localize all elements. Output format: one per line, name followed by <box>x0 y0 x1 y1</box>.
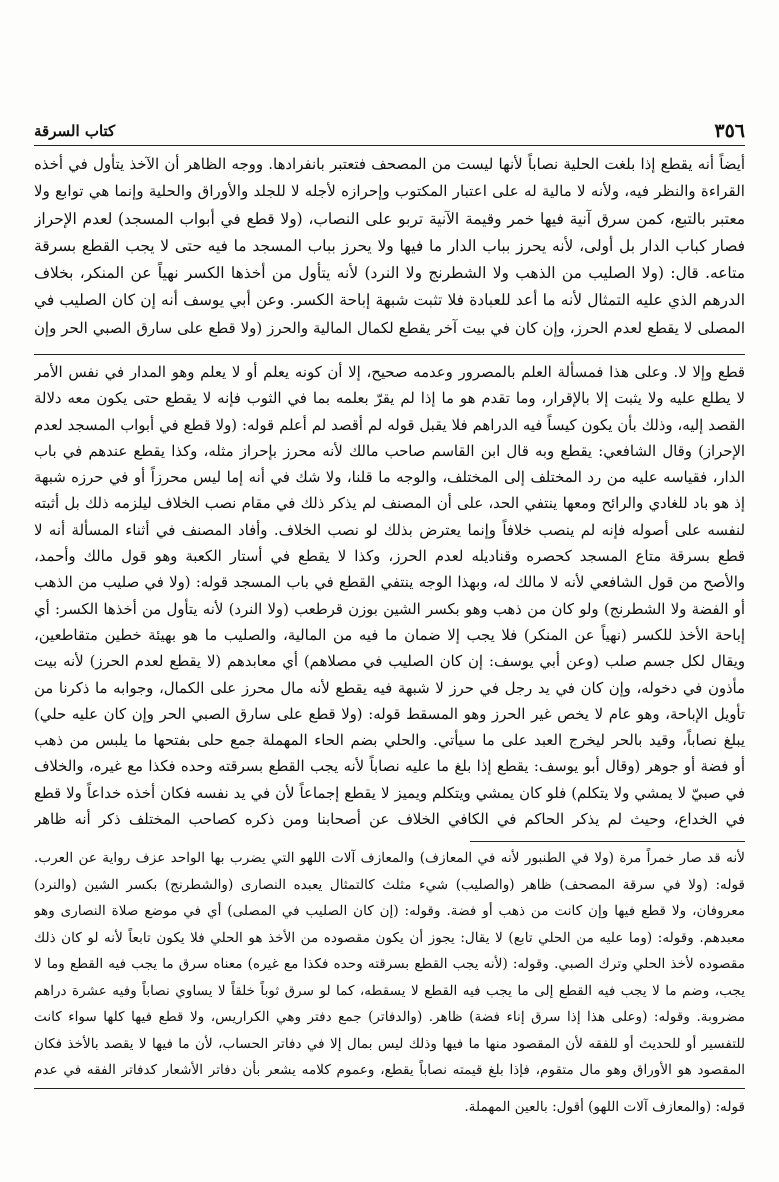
commentary-line: إباحة الأخذ للكسر (نهياً عن المنكر) فلا يجب إلا ضمان ما فيه من المالية، والصليب ما هو بهيئة خطين متقاطعين، <box>34 626 745 644</box>
footnote-line: معروفان، ولا قطع فيها وإن كانت من ذهب أو فضة. وقوله: (إن كان الصليب في المصلى) أي في موضع صلاة النصارى وهو <box>34 903 745 919</box>
page-number: ٣٥٦ <box>714 120 745 142</box>
footnote-line: قوله: (ولا في سرقة المصحف) ظاهر (والصليب) شيء مثلث كالتمثال يعبده النصارى (والشطرنج) بكسر الشين (والنرد) <box>34 876 745 893</box>
commentary-line: في صبيّ لا يمشي ولا يتكلم) فلو كان يمشي ويتكلم ويميز لا يقطع إجماعاً لأن في يد نفسه فكان أخذه خداعاً ولا قطع <box>34 784 745 802</box>
commentary-line: قطع وإلا لا. وعلى هذا فمسألة العلم بالمصرور وعدمه صحيح، إلا أن كونه يعلم أو لا يعلم وهو المدار في نفس الأمر <box>34 364 745 381</box>
editor-note <box>34 1095 745 1119</box>
footnote-line: لأنه قد صار خمراً مرة (ولا في الطنبور لأنه في المعازف) والمعازف آلات اللهو التي يضرب بها الواحد عزف رواية عن العرب. <box>34 850 745 866</box>
commentary-line: لنفسه على أصوله فإنه لم ينصب خلافاً وإنما يعترض بذلك لو نصب الخلاف. وأفاد المصنف في أثناء المسألة أنه لا <box>34 521 745 539</box>
header-rule <box>34 145 745 146</box>
main-text-line: الدرهم الذي عليه التمثال لأنه ما أعد للعبادة فلا تثبت شبهة إباحة الكسر. وعن أبي يوسف أنه إن كان الصليب في <box>34 291 745 310</box>
main-text-line: معتبر بالتبع، كمن سرق آنية فيها خمر وقيمة الآنية تربو على النصاب، (ولا قطع في أبواب المسجد) لعدم الإحراز <box>34 209 745 228</box>
commentary-line: أو الفضة ولا الشطرنج) ولو كان من ذهب وهو بكسر الشين بوزن قرطعب (ولا النرد) لأنه يتأول من أخذها الكسر: أي <box>34 600 745 618</box>
main-text-line: القراءة والنظر فيه، ولأنه لا مالية له على اعتبار المكتوب وإحرازه لأجله لا للجلد والأوراق والحلية وإنما هي توابع ولا <box>34 182 745 201</box>
editor-note-line: قوله: (والمعازف آلات اللهو) أقول: بالعين المهملة. <box>464 1099 745 1115</box>
commentary-line: إذ هو باد للغادي والرائح ومعها ينتفي الحد، على أن المصنف لم يذكر ذلك في مقام نصب الخلاف ليلزمه ذلك بل أثبته <box>34 495 745 513</box>
main-text-line: أيضاً أنه يقطع إذا بلغت الحلية نصاباً لأنها ليست من المصحف فتعتبر بانفرادها. ووجه الظاهر أن الآخذ يتأول في أخذه <box>34 155 745 173</box>
footnote-line: للتفسير أو للحديث أو للفقه لأن المقصود منها ما فيها وذلك ليس بمال إلا في دفاتر الحساب، لأن ما فيها لا يقصد بالأخذ فكان <box>34 1035 745 1052</box>
footnote-line: مقصوده لأخذ الحلي وترك الصبي. وقوله: (لأنه يجب القطع بسرقته وحده فكذا مع غيره) معناه سرق ما يجب فيه القطع وما لا <box>34 956 745 972</box>
commentary-line: القصد إليه، وذلك بأن يكون كيساً فيه الدراهم فلا يقبل قوله لم أقصد لم أعلم قوله: (ولا قطع في أبواب المسجد لعدم <box>34 416 745 434</box>
commentary-line: الدار، فقياسه عليه من رد المختلف إلى المختلف، والوجه ما قلنا، ولا شك في أنه إما ليس محرزاً أو في حرزه شبهة <box>34 469 745 487</box>
commentary-line: مأذون في دخوله، وإن كان في يد رجل في حرز لا شبهة فيه يقطع لأنه مال محرز على الكمال، وجوابه ما ذكرنا من <box>34 679 745 697</box>
main-text-line: المصلى لا يقطع لعدم الحرز، وإن كان في بيت آخر يقطع لكمال المالية والحرز (ولا قطع على سارق الصبي الحر وإن <box>34 318 745 337</box>
section-divider <box>34 354 745 355</box>
commentary-text <box>34 360 745 833</box>
footnote-line: المقصود هو الأوراق وهو مال متقوم، فإذا بلغ قيمته نصاباً يقطع، وعموم كلامه يشعر بأن دفاتر الأشعار كدفاتر الفقه في عدم <box>34 1062 745 1078</box>
running-title: كتاب السرقة <box>34 122 116 140</box>
commentary-line: تأويل الإباحة، وهو عام لا يخص غير الحرز وهو المسقط قوله: (ولا قطع على سارق الصبي الحر وإن كان عليه حلي) <box>34 705 745 723</box>
footnote-line: مضروبة. وقوله: (وعلى هذا إذا سرق إناء فضة) ظاهر. (والدفاتر) جمع دفتر وهي الكراريس، ولا قطع فيها كلها سواء كانت <box>34 1009 745 1025</box>
commentary-line: قطع بسرقة متاع المسجد كحصره وقناديله لعدم الحرز، وكذا لا يقطع في أستار الكعبة وهو قول مالك وأحمد، <box>34 548 745 566</box>
main-text <box>34 151 745 342</box>
footnote-line: يجب، وضم ما لا يجب فيه القطع إلى ما يجب فيه القطع لا يسقطه، كما لو سرق ثوباً خلقاً لا يساوي نصاباً وفيه عشرة دراهم <box>34 982 745 999</box>
main-text-line: متاعه. قال: (ولا الصليب من الذهب ولا الشطرنج ولا النرد) لأنه يتأول من أخذها الكسر نهياً عن المنكر، بخلاف <box>34 264 745 283</box>
commentary-line: والأصح من قول الشافعي لأنه لا مالك له، وبهذا الوجه ينتفي القطع في باب المسجد قوله: (ولا في صليب من الذهب <box>34 574 745 592</box>
footnotes <box>34 845 745 1084</box>
note-rule <box>34 1088 745 1089</box>
commentary-line: الإحراز) وقال الشافعي: يقطع وبه قال ابن القاسم صاحب مالك لأنه محرز بإحراز مثله، وكذا يقطع عندهم في باب <box>34 442 745 460</box>
footnote-line: معبدهم. وقوله: (وما عليه من الحلي تابع) لا يقال: يجوز أن يكون مقصوده من الأخذ هو الحلي فلا يكون تابعاً لأنه لو كان ذلك <box>34 929 745 946</box>
footnote-rule <box>470 841 745 842</box>
commentary-line: أو فضة أو جوهر (وقال أبو يوسف: يقطع إذا بلغ ما عليه نصاباً لأنه يجب القطع بسرقته وحده فكذا مع غيره، والخلاف <box>34 758 745 776</box>
main-text-line: فصار كباب الدار بل أولى، لأنه يحرز بباب الدار ما فيها ولا يحرز بباب المسجد ما فيه حتى لا يجب القطع بسرقة <box>34 236 745 255</box>
page-header <box>34 118 745 144</box>
commentary-line: ويقال لكل جسم صلب (وعن أبي يوسف: إن كان الصليب في مصلاهم) أي معابدهم (لا يقطع لعدم الحرز) لأنه بيت <box>34 653 745 671</box>
commentary-line: يبلغ نصاباً، وقيد بالحر ليخرج العبد على ما سيأتي. والحلي بضم الحاء المهملة جمع حلى بفتحها ما يلبس من ذهب <box>34 732 745 750</box>
commentary-line: في الخداع، وحيث لم يذكر الحاكم في الكافي الخلاف عن أصحابنا ومن ذكره كصاحب المختلف ذكر أنه ظاهر <box>34 811 745 829</box>
commentary-line: لا يطلع عليه ولا يثبت إلا بالإقرار، وما تقدم هو ما إذا لم يقرّ بعلمه بما في الثوب فإنه لا يقطع حتى يكون معه دلالة <box>34 390 745 408</box>
